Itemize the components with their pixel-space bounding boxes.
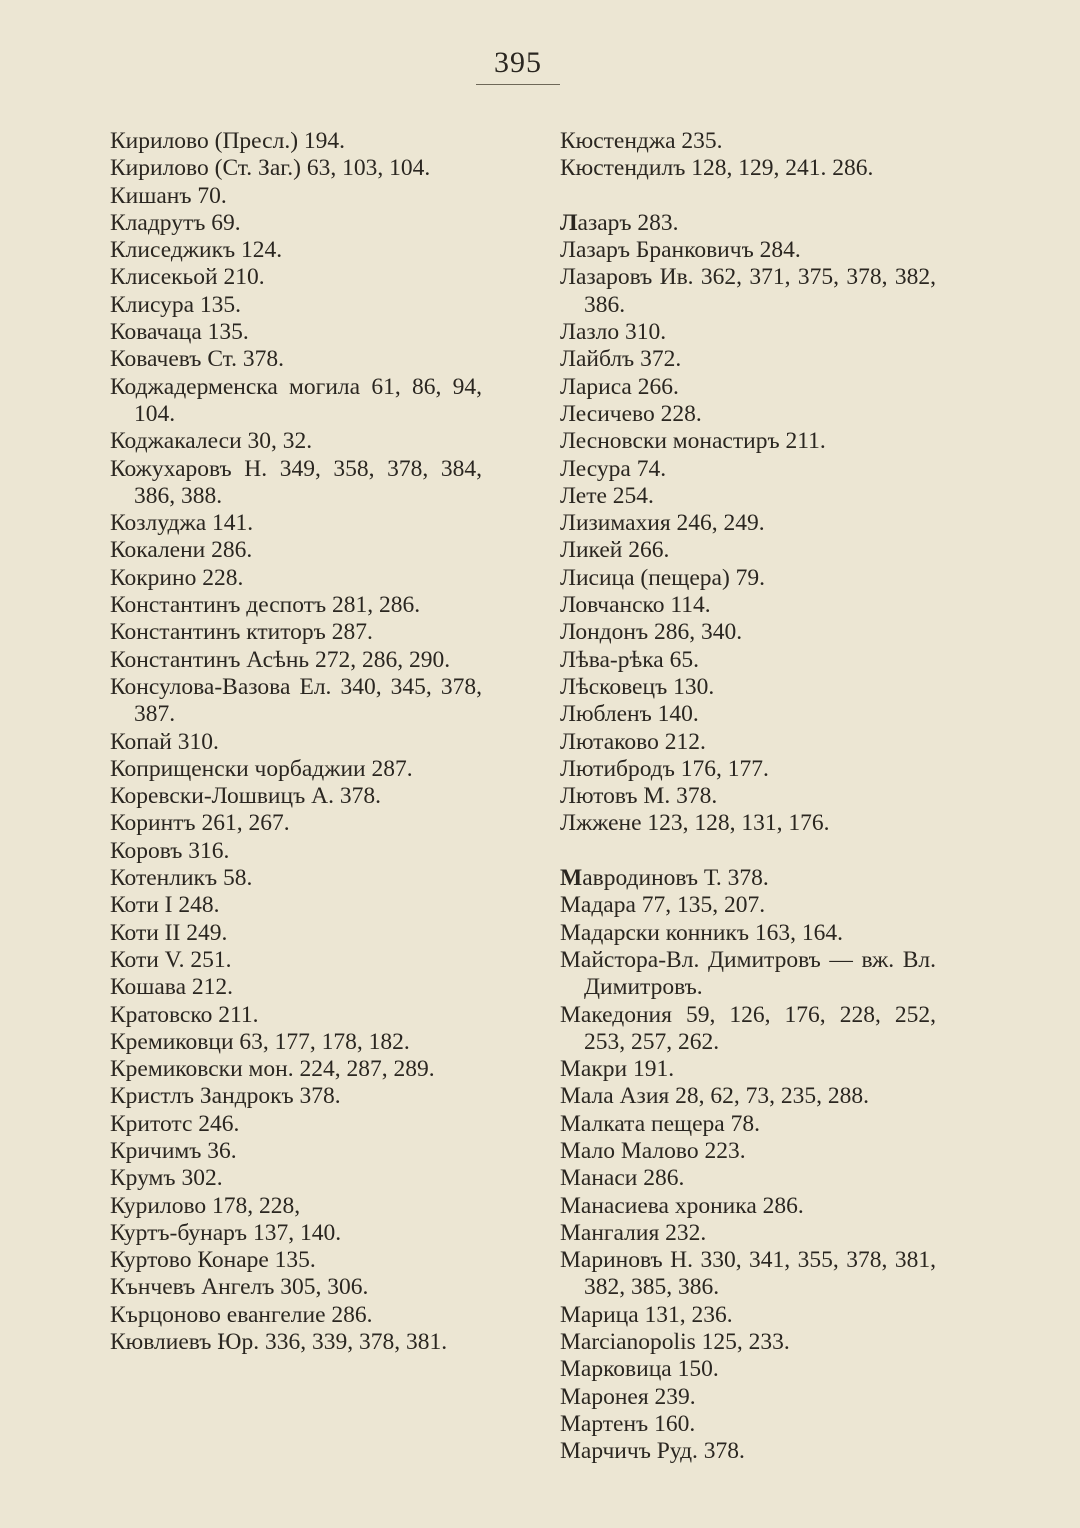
index-entry: Коти I 248. (110, 892, 220, 919)
index-entry: Коровъ 316. (110, 837, 230, 864)
index-entry: Лазло 310. (560, 319, 667, 346)
section-initial: Л (560, 209, 578, 236)
index-entry: Мало Малово 223. (560, 1137, 746, 1164)
group-separator (560, 183, 936, 210)
index-entry: Копай 310. (110, 728, 219, 755)
index-entry: Лондонъ 286, 340. (560, 619, 743, 646)
index-entry: Мадара 77, 135, 207. (560, 892, 766, 919)
index-entry: Мартенъ 160. (560, 1410, 696, 1437)
page-number: 395 (476, 46, 560, 85)
right-column (560, 128, 936, 1466)
index-group-m (560, 865, 936, 1466)
index-entry: Коревски-Лошвицъ А. 378. (110, 783, 381, 810)
group-separator (560, 838, 936, 865)
index-entry: Ковачаца 135. (110, 319, 249, 346)
index-group-l (560, 210, 936, 838)
index-entry: Манаси 286. (560, 1165, 685, 1192)
index-entry: Коджакалеси 30, 32. (110, 428, 313, 455)
index-entry: Манасиева хроника 286. (560, 1192, 804, 1219)
index-entry: Котенликъ 58. (110, 865, 253, 892)
index-entry: Коприщенски чорбаджии 287. (110, 755, 413, 782)
index-entry: Лѣсковецъ 130. (560, 673, 715, 700)
index-entry: Лариса 266. (560, 373, 679, 400)
index-entry: Консулова-Вазова Ел. 340, 345, 378, 387. (110, 673, 482, 728)
index-entry: Кишанъ 70. (110, 182, 227, 209)
index-entry: Ловчанско 114. (560, 592, 711, 619)
index-entry: Кремиковци 63, 177, 178, 182. (110, 1028, 410, 1055)
index-entry: Лазаръ 283. (560, 209, 679, 236)
index-entry: Кричимъ 36. (110, 1137, 237, 1164)
index-entry: Клиседжикъ 124. (110, 237, 283, 264)
index-entry: Кладрутъ 69. (110, 209, 241, 236)
index-group-k (560, 128, 936, 183)
index-entry: Лесновски монастиръ 211. (560, 428, 826, 455)
index-entry: Кратовско 211. (110, 1001, 259, 1028)
index-entry: Marcianopolis 125, 233. (560, 1329, 790, 1356)
index-entry: Кокалени 286. (110, 537, 253, 564)
index-entry: Лжжене 123, 128, 131, 176. (560, 810, 830, 837)
index-entry: Коти II 249. (110, 919, 228, 946)
index-entry: Куртово Конаре 135. (110, 1247, 316, 1274)
index-entry: Клисекьой 210. (110, 264, 265, 291)
index-entry: Маронея 239. (560, 1383, 696, 1410)
index-entry: Коринтъ 261, 267. (110, 810, 290, 837)
left-column (110, 128, 482, 1356)
index-entry: Кремиковски мон. 224, 287, 289. (110, 1056, 435, 1083)
index-entry: Мариновъ Н. 330, 341, 355, 378, 381, 382, 385, 386. (560, 1247, 936, 1301)
index-entry: Лютовъ М. 378. (560, 783, 718, 810)
index-entry: Кювлиевъ Юр. 336, 339, 378, 381. (110, 1329, 448, 1356)
index-entry: Майстора-Вл. Димитровъ — вж. Вл. Димитровъ. (560, 946, 936, 1001)
index-entry: Кюстендилъ 128, 129, 241. 286. (560, 155, 874, 182)
index-entry: Кошава 212. (110, 974, 233, 1001)
index-entry: Лазаровъ Ив. 362, 371, 375, 378, 382, 386. (560, 264, 936, 318)
index-entry: Мадарски конникъ 163, 164. (560, 919, 844, 946)
index-entry: Кирилово (Ст. Заг.) 63, 103, 104. (110, 155, 431, 182)
index-entry: Кънчевъ Ангелъ 305, 306. (110, 1274, 369, 1301)
index-entry: Ликей 266. (560, 537, 670, 564)
index-entry: Кюстенджа 235. (560, 128, 723, 154)
index-entry: Лесура 74. (560, 455, 667, 482)
index-entry: Курилово 178, 228, (110, 1192, 301, 1219)
index-entry: Мангалия 232. (560, 1219, 707, 1246)
index-entry: Константинъ Асѣнь 272, 286, 290. (110, 646, 451, 673)
index-entry: Малката пещера 78. (560, 1110, 760, 1137)
index-entry: Кърцоново евангелие 286. (110, 1301, 373, 1328)
index-entry: Марковица 150. (560, 1356, 719, 1383)
index-entry: Лесичево 228. (560, 400, 702, 427)
index-entry: Кокрино 228. (110, 564, 244, 591)
index-entry: Коти V. 251. (110, 946, 232, 973)
index-entry: Кристлъ Зандрокъ 378. (110, 1083, 341, 1110)
index-entry: Лете 254. (560, 482, 654, 509)
index-entry: Крумъ 302. (110, 1165, 223, 1192)
index-entry: Лизимахия 246, 249. (560, 510, 765, 537)
index-entry: Константинъ деспотъ 281, 286. (110, 592, 421, 619)
index-entry: Лазаръ Бранковичъ 284. (560, 237, 801, 264)
index-entry: Коджадерменска могила 61, 86, 94, 104. (110, 373, 482, 427)
index-entry: Македония 59, 126, 176, 228, 252, 253, 257, 262. (560, 1001, 936, 1055)
index-entry: Ковачевъ Ст. 378. (110, 346, 285, 373)
index-entry: Мавродиновъ Т. 378. (560, 865, 769, 892)
index-entry: Константинъ ктиторъ 287. (110, 619, 373, 646)
index-entry: Кирилово (Пресл.) 194. (110, 128, 346, 154)
index-entry: Марчичъ Руд. 378. (560, 1438, 745, 1465)
index-entry: Марица 131, 236. (560, 1301, 733, 1328)
index-entry: Лютаково 212. (560, 728, 706, 755)
index-entry: Лисица (пещера) 79. (560, 564, 766, 591)
index-entry: Лютибродъ 176, 177. (560, 755, 769, 782)
index-entry: Кожухаровъ Н. 349, 358, 378, 384, 386, 388. (110, 455, 482, 509)
index-entry: Мала Азия 28, 62, 73, 235, 288. (560, 1083, 869, 1110)
index-entry: Клисура 135. (110, 291, 242, 318)
index-entry: Макри 191. (560, 1056, 675, 1083)
index-entry: Лайблъ 372. (560, 346, 682, 373)
index-entry: Козлуджа 141. (110, 510, 254, 537)
section-initial: М (560, 865, 583, 892)
index-entry: Любленъ 140. (560, 701, 699, 728)
index-entry: Куртъ-бунаръ 137, 140. (110, 1219, 342, 1246)
index-entry: Критотс 246. (110, 1110, 240, 1137)
index-entry: Лѣва-рѣка 65. (560, 646, 699, 673)
